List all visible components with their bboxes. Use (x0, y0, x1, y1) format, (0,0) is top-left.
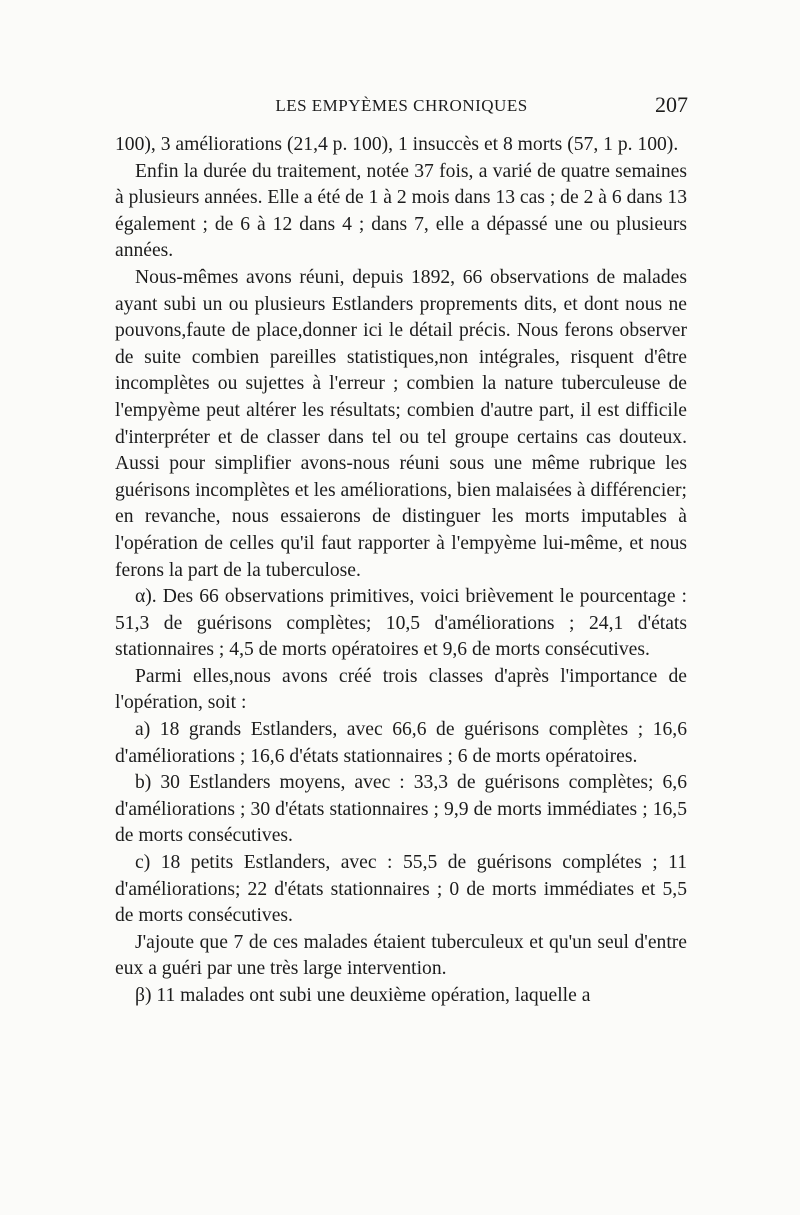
paragraph-alpha: α). Des 66 observations primitives, voici brièvement le pourcentage : 51,3 de guérisons complètes; 10,5 d'améliorations ; 24,1 d'états stationnaires ; 4,5 de morts opératoires et 9,6 de morts consécutives. (115, 586, 687, 661)
paragraph-continuation: 100), 3 améliorations (21,4 p. 100), 1 insuccès et 8 morts (57, 1 p. 100). (115, 134, 679, 155)
paragraph-duration: Enfin la durée du traitement, notée 37 fois, a varié de quatre semaines à plusieurs années. Elle a été de 1 à 2 mois dans 13 cas ; de 2 à 6 dans 13 également ; de 6 à 12 dans 4 ; dans 7, elle a dépassé une ou plusieurs années. (115, 160, 687, 262)
running-title: LES EMPYÈMES CHRONIQUES (275, 96, 528, 115)
page-header (115, 92, 688, 126)
paragraph-tuberculous: J'ajoute que 7 de ces malades étaient tuberculeux et qu'un seul d'entre eux a guéri par une très large intervention. (115, 931, 687, 980)
paragraph-classes: Parmi elles,nous avons créé trois classes d'après l'importance de l'opération, soit : (115, 665, 687, 714)
paragraph-beta: β) 11 malades ont subi une deuxième opération, laquelle a (135, 985, 591, 1006)
paragraph-class-c: c) 18 petits Estlanders, avec : 55,5 de guérisons complétes ; 11 d'améliorations; 22 d'états stationnaires ; 0 de morts immédiates et 5,5 de morts consécutives. (115, 852, 687, 927)
page-body (115, 132, 687, 1010)
page-number: 207 (655, 92, 688, 117)
paragraph-class-a: a) 18 grands Estlanders, avec 66,6 de guérisons complètes ; 16,6 d'améliorations ; 16,6 d'états stationnaires ; 6 de morts opératoires. (115, 719, 687, 767)
paragraph-class-b: b) 30 Estlanders moyens, avec : 33,3 de guérisons complètes; 6,6 d'améliorations ; 30 d'états stationnaires ; 9,9 de morts immédiates ; 16,5 de morts consécutives. (115, 772, 687, 847)
paragraph-own-observations: Nous-mêmes avons réuni, depuis 1892, 66 observations de malades ayant subi un ou plusieurs Estlanders proprements dits, et dont nous ne pouvons,faute de place,donner ici le détail précis. Nous ferons observer de suite combien pareilles statistiques,non intégrales, risquent d'être incomplètes ou sujettes à l'erreur ; combien la nature tuberculeuse de l'empyème peut altérer les résultats; combien d'autre part, il est difficile d'interpréter et de classer dans tel ou tel groupe certains cas douteux. Aussi pour simplifier avons-nous réuni sous une même rubrique les guérisons incomplètes et les améliorations, bien malaisées à différencier; en revanche, nous essaierons de distinguer les morts imputables à l'opération de celles qu'il faut rapporter à l'empyème lui-même, et nous ferons la part de la tuberculose. (115, 266, 687, 581)
